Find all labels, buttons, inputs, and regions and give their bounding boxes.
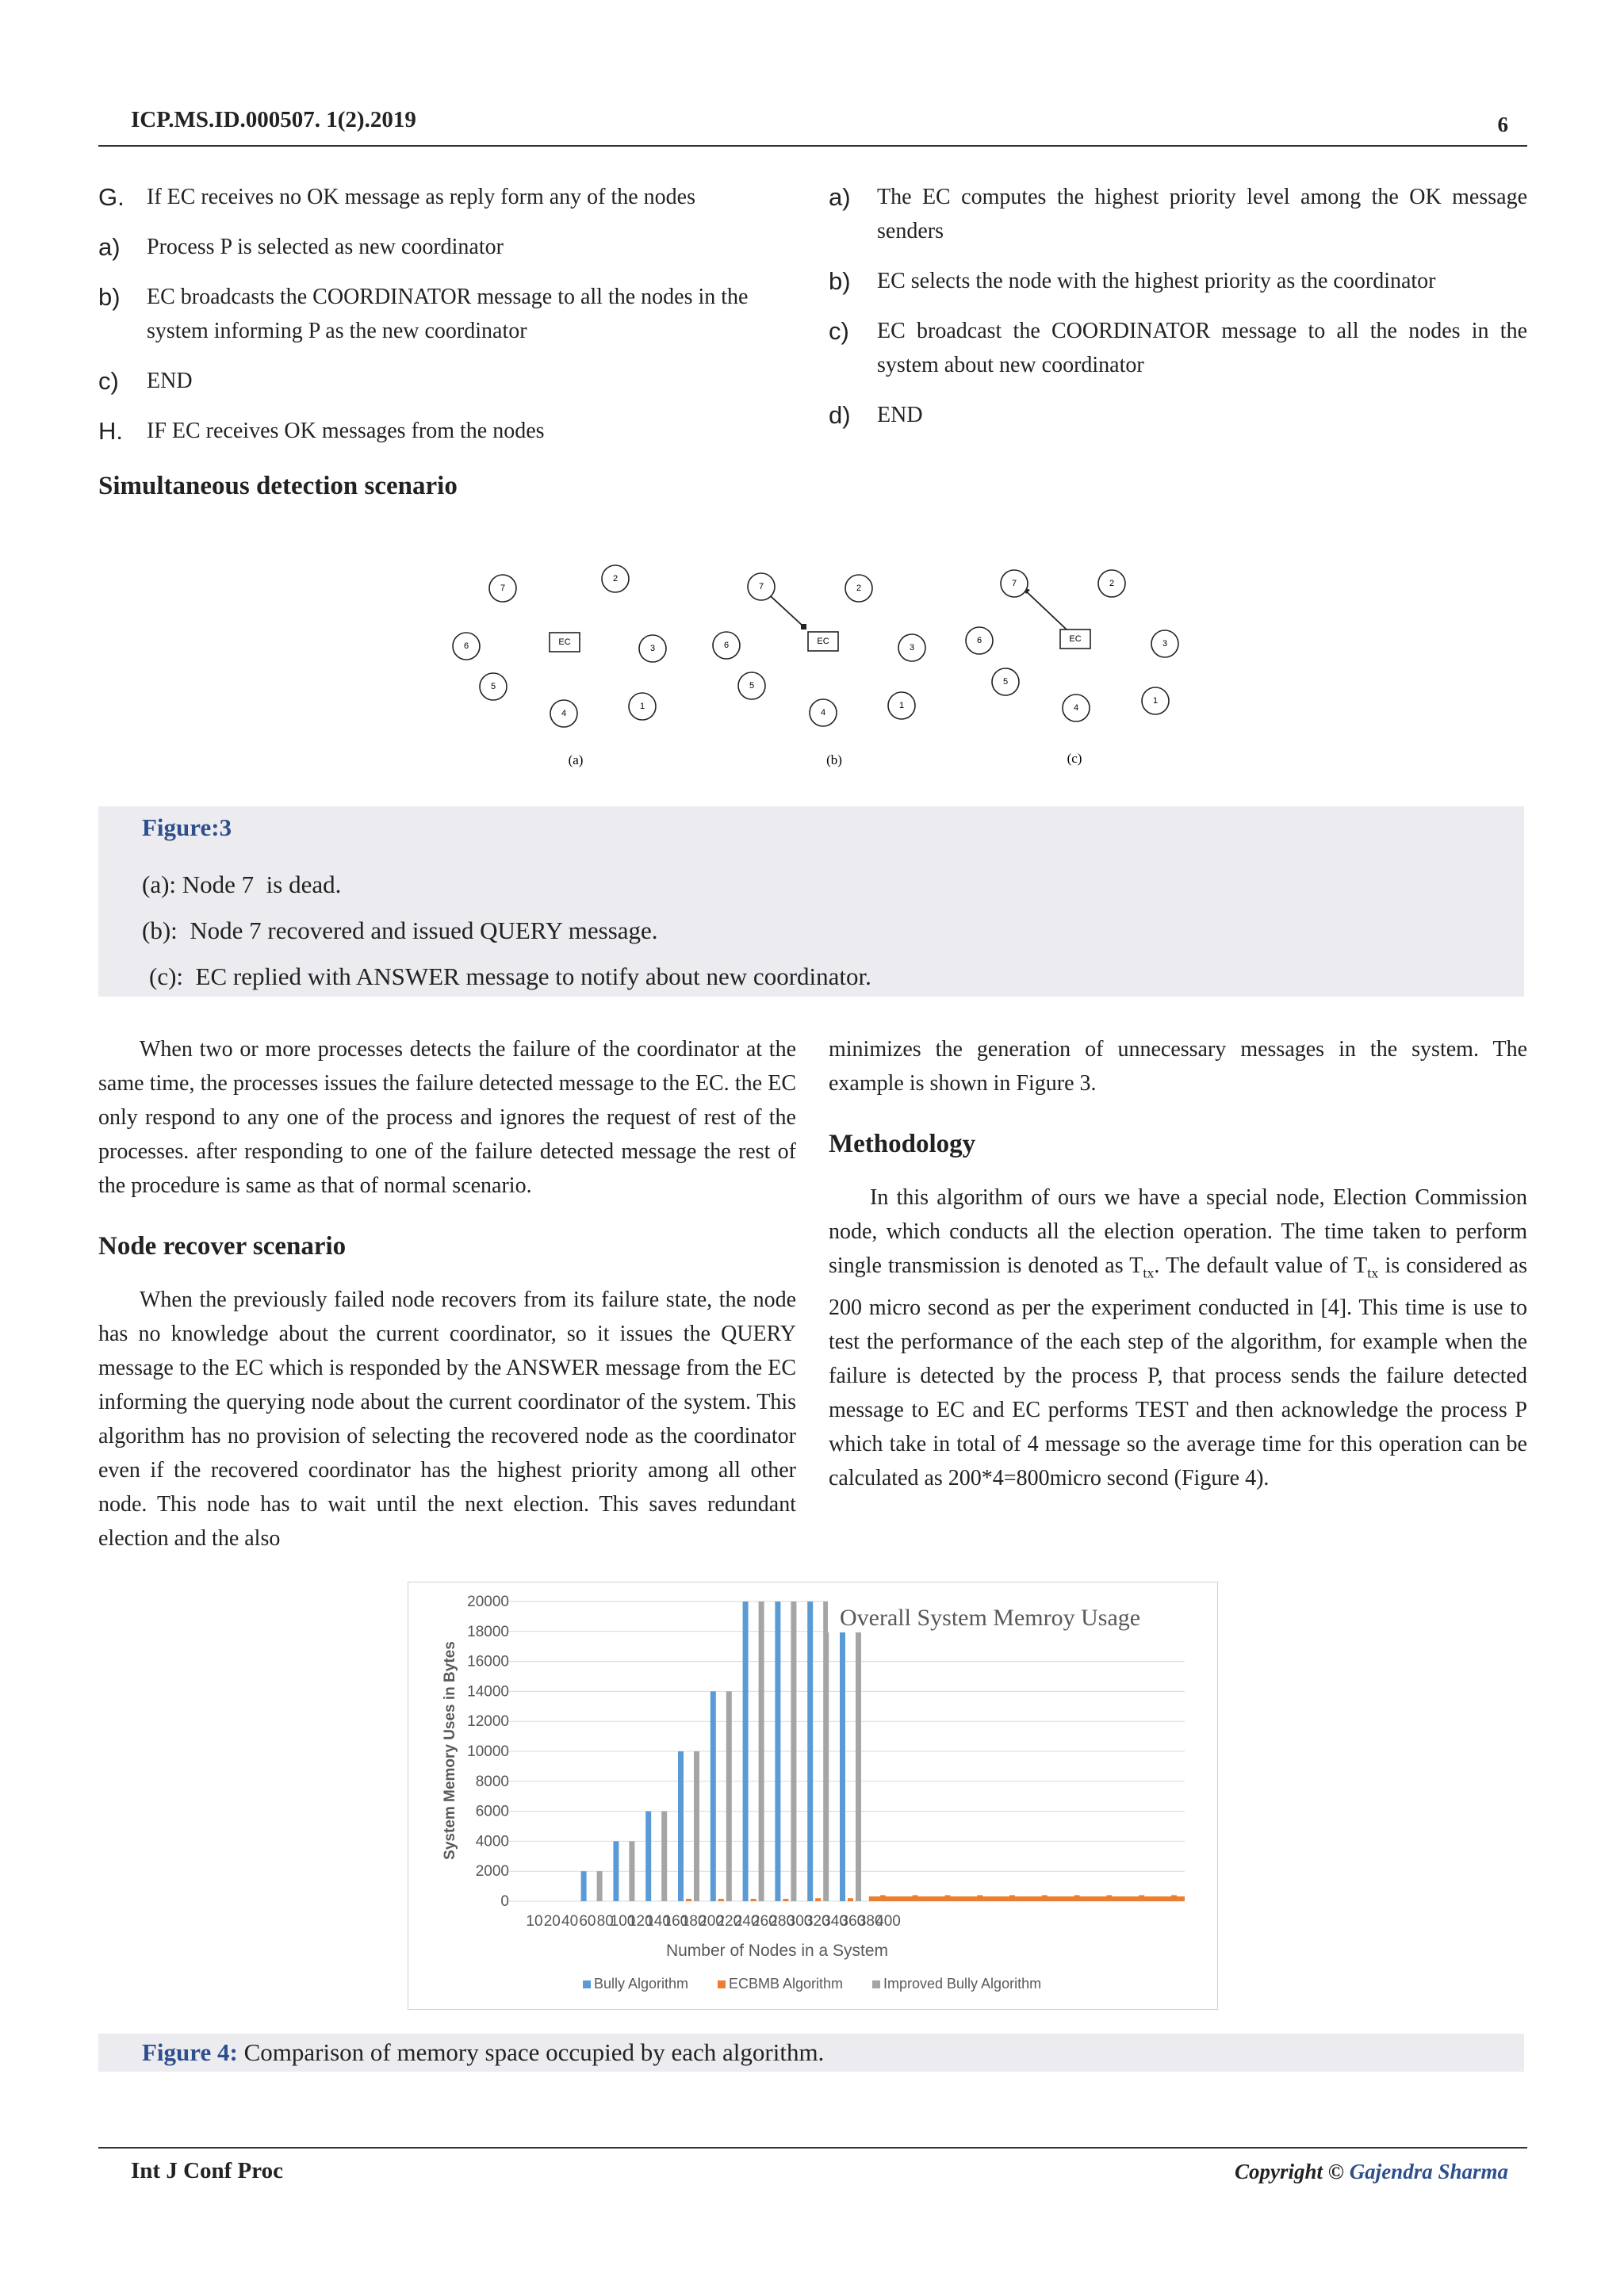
node-4 bbox=[550, 700, 577, 727]
svg-text:3: 3 bbox=[649, 643, 656, 653]
x-tick-label: 40 bbox=[561, 1913, 579, 1930]
bar-improved-bully-algorithm-140 bbox=[759, 1601, 764, 1901]
y-tick-label: 6000 bbox=[475, 1803, 509, 1820]
journal-id: ICP.MS.ID.000507. 1(2).2019 bbox=[131, 107, 416, 132]
node-1 bbox=[1142, 687, 1169, 714]
ec-node bbox=[808, 632, 838, 651]
node-3 bbox=[639, 635, 666, 662]
y-tick-label: 12000 bbox=[467, 1713, 509, 1731]
section-heading-simultaneous: Simultaneous detection scenario bbox=[98, 472, 458, 500]
y-axis-label: System Memory Uses in Bytes bbox=[442, 1641, 458, 1860]
svg-text:1: 1 bbox=[898, 700, 905, 710]
node-4 bbox=[810, 699, 837, 726]
y-tick-label: 14000 bbox=[467, 1683, 509, 1701]
x-tick-label: 380 bbox=[857, 1913, 883, 1930]
x-tick-label: 280 bbox=[769, 1913, 795, 1930]
list-marker: b) bbox=[98, 283, 121, 311]
bar-improved-bully-algorithm-200 bbox=[856, 1601, 861, 1901]
bar-bully-algorithm-160 bbox=[775, 1601, 780, 1901]
y-tick-label: 8000 bbox=[475, 1773, 509, 1790]
bar-improved-bully-algorithm-160 bbox=[791, 1601, 796, 1901]
y-tick-label: 2000 bbox=[475, 1863, 509, 1881]
bar-ecbmb-algorithm-100 bbox=[686, 1899, 691, 1901]
bar-improved-bully-algorithm-100 bbox=[694, 1751, 699, 1901]
legend-label-bully: Bully Algorithm bbox=[594, 1976, 689, 1992]
y-tick-label: 18000 bbox=[467, 1623, 509, 1640]
caption-line-a: (a): Node 7 is dead. bbox=[142, 871, 342, 898]
footer-journal: Int J Conf Proc bbox=[131, 2158, 283, 2183]
node-recover-paragraph bbox=[98, 1283, 796, 1556]
bar-bully-algorithm-40 bbox=[581, 1871, 587, 1901]
continuation-paragraph: minimizes the generation of unnecessary messages in the system. The example is shown in Figure 3. bbox=[829, 1037, 1527, 1096]
section-heading-node-recover: Node recover scenario bbox=[98, 1232, 347, 1261]
list-text: EC broadcast the COORDINATOR message to all the nodes in the system about new coordinator bbox=[877, 319, 1527, 377]
svg-text:2: 2 bbox=[856, 583, 862, 593]
svg-text:3: 3 bbox=[909, 642, 915, 652]
paragraph-text: In this algorithm of ours we have a special node, Election Commission node, which conducts all the election operation. The time taken to perform single transmission is denoted as $T_{tx}$. The default value of $T_{tx}$ is considered as 200 micro second as per the experiment conducted in [4]. This time is use to test the performance of the each step of the algorithm, for example when the failure is detected by the process P, that process sends the failure detected message to EC and EC performs TEST and then acknowledge the process P which take in total of 4 message so the average time for this operation can be calculated as 200*4=800micro second (Figure 4). bbox=[829, 1185, 1527, 1490]
x-tick-label: 200 bbox=[699, 1913, 724, 1930]
x-tick-label: 120 bbox=[627, 1913, 653, 1930]
y-tick-label: 10000 bbox=[467, 1743, 509, 1760]
svg-text:3: 3 bbox=[1162, 638, 1168, 649]
list-text: EC broadcasts the COORDINATOR message to all the nodes in the system informing P as the new coordinator bbox=[147, 285, 749, 343]
answer-arrow bbox=[1023, 588, 1067, 629]
bar-ecbmb-algorithm-160 bbox=[783, 1899, 788, 1901]
list-text: END bbox=[877, 403, 923, 427]
legend-swatch-bully bbox=[583, 1980, 591, 1988]
x-tick-label: 20 bbox=[543, 1913, 561, 1930]
figure3-diagram bbox=[444, 547, 1205, 801]
bar-ecbmb-algorithm-200 bbox=[848, 1898, 853, 1901]
svg-text:1: 1 bbox=[1152, 695, 1159, 706]
figure4-caption bbox=[98, 2034, 1524, 2072]
paragraph-text: When the previously failed node recovers from its failure state, the node has no knowledge about the current coordinator, so it issues the QUERY message to the EC which is responded by the ANSWER message from the EC informing the querying node about the current coordinator of the system. This algorithm has no provision of selecting the recovered node as the coordinator even if the recovered coordinator has the highest priority among all other node. This node has to wait until the next election. This saves redundant election and the also bbox=[98, 1288, 796, 1551]
bar-bully-algorithm-80 bbox=[645, 1812, 651, 1901]
legend-swatch-ecbmb bbox=[718, 1980, 726, 1988]
node-5 bbox=[480, 673, 507, 700]
node-6 bbox=[713, 632, 740, 659]
bar-bully-algorithm-180 bbox=[807, 1601, 813, 1901]
list-text: Process P is selected as new coordinator bbox=[147, 235, 504, 259]
svg-text:5: 5 bbox=[490, 681, 496, 691]
node-3 bbox=[1151, 630, 1178, 657]
bar-improved-bully-algorithm-80 bbox=[661, 1812, 667, 1901]
chart-legend bbox=[583, 1976, 1041, 1992]
list-marker: H. bbox=[98, 417, 123, 445]
x-tick-label: 100 bbox=[610, 1913, 636, 1930]
figure4-caption-text bbox=[142, 2038, 824, 2067]
svg-text:5: 5 bbox=[749, 680, 755, 691]
paragraph-text: When two or more processes detects the failure of the coordinator at the same time, the processes issues the failure detected message to the EC. the EC only respond to any one of the process and ignores the request of rest of the processes. after responding to one of the failure detected message the rest of the procedure is same as that of normal scenario. bbox=[98, 1037, 796, 1198]
list-text: END bbox=[147, 369, 193, 393]
figure4-caption-body: Comparison of memory space occupied by each algorithm. bbox=[237, 2038, 825, 2066]
list-marker: a) bbox=[829, 183, 851, 211]
panel-c bbox=[966, 570, 1178, 766]
svg-text:7: 7 bbox=[500, 583, 506, 593]
svg-text:6: 6 bbox=[723, 640, 730, 650]
bar-bully-algorithm-200 bbox=[840, 1601, 845, 1901]
svg-text:2: 2 bbox=[1109, 578, 1115, 588]
x-tick-label: 220 bbox=[716, 1913, 742, 1930]
panel-a bbox=[453, 565, 666, 767]
node-1 bbox=[629, 693, 656, 720]
bar-ecbmb-algorithm-120 bbox=[718, 1899, 724, 1901]
chart-title: Overall System Memroy Usage bbox=[840, 1605, 1141, 1631]
panel-label-c: (c) bbox=[1067, 751, 1082, 766]
copyright-label: Copyright © bbox=[1234, 2160, 1344, 2183]
bar-improved-bully-algorithm-60 bbox=[629, 1841, 634, 1901]
ec-node bbox=[1060, 629, 1090, 649]
legend-swatch-improved bbox=[872, 1980, 880, 1988]
x-tick-label: 180 bbox=[680, 1913, 707, 1930]
bar-improved-bully-algorithm-40 bbox=[597, 1871, 603, 1901]
node-7-dead bbox=[489, 575, 516, 602]
figure4-chart bbox=[408, 1582, 1218, 2010]
caption-line-b: (b): Node 7 recovered and issued QUERY message. bbox=[142, 916, 658, 944]
figure3-caption bbox=[98, 806, 1524, 997]
y-tick-label: 16000 bbox=[467, 1653, 509, 1670]
bar-ecbmb-algorithm-140 bbox=[751, 1899, 756, 1901]
x-tick-label: 300 bbox=[787, 1913, 813, 1930]
footer-copyright bbox=[1235, 2160, 1508, 2184]
bar-improved-bully-algorithm-180 bbox=[823, 1601, 829, 1901]
node-2 bbox=[845, 575, 872, 602]
x-tick-label: 140 bbox=[645, 1913, 671, 1930]
node-7-recovered bbox=[748, 573, 775, 600]
node-3 bbox=[898, 634, 925, 661]
page-number: 6 bbox=[1497, 113, 1508, 136]
subscript-tx: tx bbox=[1143, 1265, 1155, 1281]
svg-text:1: 1 bbox=[639, 701, 645, 711]
x-tick-label: 260 bbox=[752, 1913, 777, 1930]
svg-text:EC: EC bbox=[817, 636, 829, 646]
bar-improved-bully-algorithm-120 bbox=[726, 1691, 732, 1901]
list-text: The EC computes the highest priority level among the OK message senders bbox=[877, 185, 1527, 243]
list-marker: b) bbox=[829, 267, 851, 295]
x-tick-label: 10 bbox=[526, 1913, 543, 1930]
list-text: IF EC receives OK messages from the nodes bbox=[147, 419, 545, 443]
svg-text:4: 4 bbox=[820, 707, 826, 718]
svg-text:EC: EC bbox=[558, 637, 571, 647]
x-tick-label: 60 bbox=[579, 1913, 596, 1930]
node-4 bbox=[1063, 695, 1090, 721]
x-tick-label: 240 bbox=[733, 1913, 760, 1930]
y-tick-label: 0 bbox=[500, 1893, 509, 1910]
methodology-paragraph bbox=[829, 1181, 1527, 1495]
x-tick-label: 80 bbox=[596, 1913, 614, 1930]
subscript-tx: tx bbox=[1367, 1265, 1379, 1281]
list-marker: a) bbox=[98, 233, 121, 261]
y-tick-label: 20000 bbox=[467, 1594, 509, 1610]
bar-bully-algorithm-120 bbox=[710, 1691, 716, 1901]
arrow-head bbox=[801, 624, 806, 629]
figure3-caption-title: Figure:3 bbox=[142, 813, 232, 841]
ec-node bbox=[550, 633, 580, 652]
svg-text:7: 7 bbox=[1011, 578, 1017, 588]
bar-bully-algorithm-140 bbox=[743, 1601, 749, 1901]
node-6 bbox=[453, 633, 480, 660]
caption-line-c: (c): EC replied with ANSWER message to notify about new coordinator. bbox=[149, 962, 871, 990]
list-marker: d) bbox=[829, 401, 851, 429]
x-axis-label: Number of Nodes in a System bbox=[665, 1942, 889, 1960]
right-procedure-list bbox=[829, 180, 1527, 434]
node-2 bbox=[1098, 570, 1125, 597]
node-5 bbox=[738, 672, 765, 699]
bar-bully-algorithm-100 bbox=[678, 1751, 684, 1901]
x-axis-ticks bbox=[526, 1913, 900, 1930]
x-tick-label: 360 bbox=[840, 1913, 866, 1930]
node-6 bbox=[966, 627, 993, 654]
svg-text:5: 5 bbox=[1002, 676, 1009, 687]
panel-b bbox=[713, 573, 925, 767]
svg-text:6: 6 bbox=[463, 641, 469, 651]
node-2 bbox=[602, 565, 629, 592]
header-rule bbox=[98, 145, 1527, 147]
footer-rule bbox=[98, 2147, 1527, 2149]
list-marker: c) bbox=[829, 317, 849, 345]
simultaneous-paragraph bbox=[98, 1032, 796, 1203]
list-marker: c) bbox=[98, 367, 119, 395]
y-tick-label: 4000 bbox=[475, 1833, 509, 1850]
svg-text:6: 6 bbox=[976, 635, 982, 645]
x-tick-label: 320 bbox=[804, 1913, 830, 1930]
legend-label-ecbmb: ECBMB Algorithm bbox=[729, 1976, 844, 1992]
ecbmb-baseline bbox=[869, 1896, 1185, 1901]
figure4-caption-title: Figure 4: bbox=[142, 2038, 238, 2066]
svg-text:4: 4 bbox=[561, 708, 567, 718]
node-1 bbox=[888, 692, 915, 719]
panel-label-a: (a) bbox=[568, 752, 584, 767]
node-5 bbox=[992, 668, 1019, 695]
svg-text:7: 7 bbox=[758, 581, 764, 591]
x-tick-label: 340 bbox=[822, 1913, 848, 1930]
svg-text:2: 2 bbox=[612, 573, 619, 584]
list-text: EC selects the node with the highest priority as the coordinator bbox=[877, 269, 1436, 293]
left-procedure-list bbox=[98, 180, 796, 450]
bar-bully-algorithm-60 bbox=[613, 1841, 619, 1901]
list-text: If EC receives no OK message as reply form any of the nodes bbox=[147, 185, 696, 209]
panel-label-b: (b) bbox=[826, 752, 842, 767]
section-heading-methodology: Methodology bbox=[829, 1130, 976, 1158]
svg-text:4: 4 bbox=[1073, 702, 1079, 713]
svg-text:EC: EC bbox=[1069, 633, 1082, 644]
x-tick-label: 400 bbox=[875, 1913, 901, 1930]
node-7 bbox=[1001, 570, 1028, 597]
legend-label-improved: Improved Bully Algorithm bbox=[883, 1976, 1042, 1992]
bar-ecbmb-algorithm-180 bbox=[815, 1898, 821, 1901]
list-marker: G. bbox=[98, 183, 124, 211]
author-name: Gajendra Sharma bbox=[1349, 2160, 1508, 2183]
x-tick-label: 160 bbox=[663, 1913, 689, 1930]
